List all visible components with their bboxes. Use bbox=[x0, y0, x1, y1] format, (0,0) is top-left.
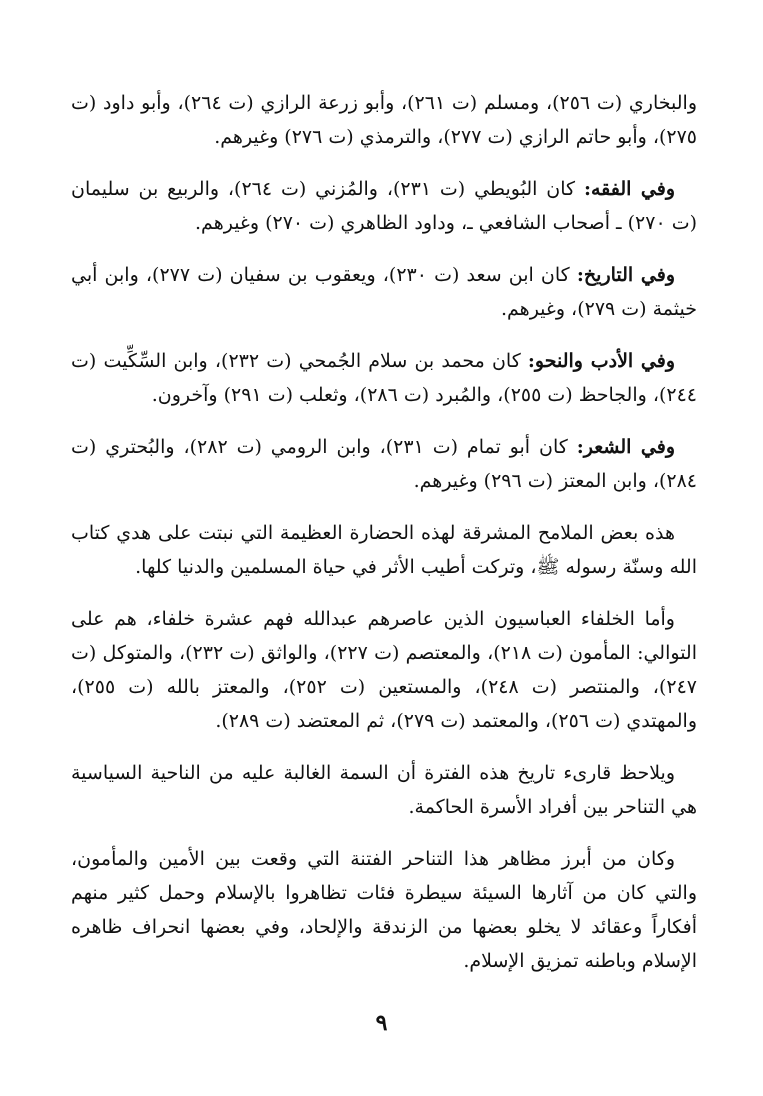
paragraph-hadith-scholars bbox=[71, 86, 697, 154]
paragraph-text: كان محمد بن سلام الجُمحي (ت ٢٣٢)، وابن السِّكِّيت (ت ٢٤٤)، والجاحظ (ت ٢٥٥)، والمُبرد (ت ٢٨٦)، وثعلب (ت ٢٩١) وآخرون. bbox=[71, 350, 697, 406]
paragraph-literature-grammar bbox=[71, 344, 697, 412]
paragraph-text: هذه بعض الملامح المشرقة لهذه الحضارة العظيمة التي نبتت على هدي كتاب الله وسنّة رسوله ﷺ، وتركت أطيب الأثر في حياة المسلمين والدنيا كلها. bbox=[71, 522, 697, 578]
paragraph-text: كان البُويطي (ت ٢٣١)، والمُزني (ت ٢٦٤)، والربيع بن سليمان (ت ٢٧٠) ـ أصحاب الشافعي ـ، وداود الظاهري (ت ٢٧٠) وغيرهم. bbox=[71, 178, 697, 234]
paragraph-text: والبخاري (ت ٢٥٦)، ومسلم (ت ٢٦١)، وأبو زرعة الرازي (ت ٢٦٤)، وأبو داود (ت ٢٧٥)، وأبو حاتم الرازي (ت ٢٧٧)، والترمذي (ت ٢٧٦) وغيرهم. bbox=[71, 92, 697, 148]
paragraph-caliphs bbox=[71, 602, 697, 738]
body-text bbox=[71, 86, 697, 996]
paragraph-fitna bbox=[71, 842, 697, 978]
paragraph-text: وكان من أبرز مظاهر هذا التناحر الفتنة التي وقعت بين الأمين والمأمون، والتي كان من آثارها السيئة سيطرة فئات تظاهروا بالإسلام وحمل كثير منهم أفكاراً وعقائد لا يخلو بعضها من الزندقة والإلحاد، وفي بعضها انحراف ظاهره الإسلام وباطنه تمزيق الإسلام. bbox=[71, 848, 697, 972]
paragraph-lead: وفي الأدب والنحو: bbox=[527, 350, 676, 372]
paragraph-text: كان أبو تمام (ت ٢٣١)، وابن الرومي (ت ٢٨٢)، والبُحتري (ت ٢٨٤)، وابن المعتز (ت ٢٩٦) وغيرهم. bbox=[71, 436, 697, 492]
paragraph-lead: وفي الفقه: bbox=[583, 178, 675, 200]
page-number: ٩ bbox=[375, 1010, 388, 1036]
paragraph-text: وأما الخلفاء العباسيون الذين عاصرهم عبدالله فهم عشرة خلفاء، هم على التوالي: المأمون (ت ٢١٨)، والمعتصم (ت ٢٢٧)، والواثق (ت ٢٣٢)، والمتوكل (ت ٢٤٧)، والمنتصر (ت ٢٤٨)، والمستعين (ت ٢٥٢)، والمعتز بالله (ت ٢٥٥)، والمهتدي (ت ٢٥٦)، والمعتمد (ت ٢٧٩)، ثم المعتضد (ت ٢٨٩). bbox=[71, 608, 697, 732]
paragraph-history bbox=[71, 258, 697, 326]
paragraph-political-feature bbox=[71, 756, 697, 824]
paragraph-civilization bbox=[71, 516, 697, 584]
paragraph-lead: وفي الشعر: bbox=[576, 436, 675, 458]
paragraph-text: ويلاحظ قارىء تاريخ هذه الفترة أن السمة الغالبة عليه من الناحية السياسية هي التناحر بين أفراد الأسرة الحاكمة. bbox=[71, 762, 697, 818]
paragraph-poetry bbox=[71, 430, 697, 498]
paragraph-lead: وفي التاريخ: bbox=[576, 264, 676, 286]
paragraph-text: كان ابن سعد (ت ٢٣٠)، ويعقوب بن سفيان (ت ٢٧٧)، وابن أبي خيثمة (ت ٢٧٩)، وغيرهم. bbox=[71, 264, 697, 320]
paragraph-fiqh bbox=[71, 172, 697, 240]
